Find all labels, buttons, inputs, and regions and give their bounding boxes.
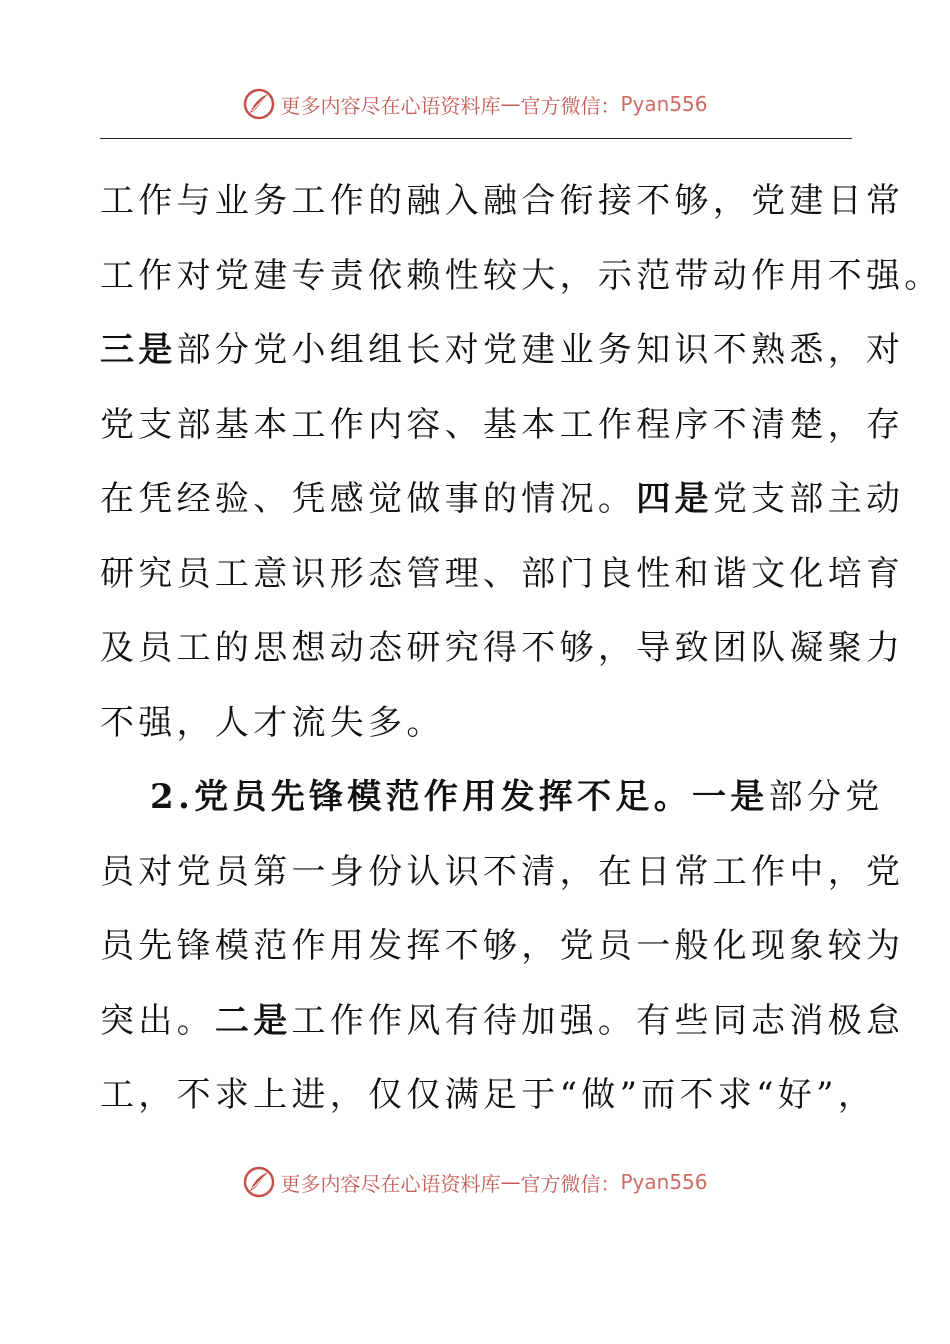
text-segment: 部分党: [768, 777, 884, 817]
watermark-text: 更多内容尽在心语资料库: [280, 93, 501, 118]
text-line: [100, 617, 905, 692]
text-segment: 及员工的思想动态研究得不够，导致团队凝聚力: [100, 628, 905, 668]
header-divider: [100, 138, 852, 139]
text-line: [100, 319, 905, 394]
watermark-dash: —: [500, 92, 521, 116]
watermark-wechat-id: Pyan556: [620, 1170, 708, 1194]
text-segment: 部分党小组组长对党建业务知识不熟悉，对: [176, 330, 905, 370]
text-segment: 研究员工意识形态管理、部门良性和谐文化培育: [100, 553, 905, 594]
header-watermark: [0, 84, 950, 124]
text-line: [100, 692, 852, 767]
text-segment: 突出。: [100, 1000, 215, 1041]
text-line: [100, 766, 884, 841]
bold-text-segment: 三是: [100, 330, 177, 370]
text-segment: 党支部基本工作内容、基本工作程序不清楚，存: [100, 404, 905, 445]
document-body: [100, 170, 943, 1139]
bold-text-segment: 四是: [636, 479, 713, 519]
text-line: [100, 841, 905, 916]
bold-text-segment: 2.党员先锋模范作用发挥不足。一是: [150, 777, 769, 817]
text-line: [100, 170, 905, 245]
watermark-wechat-id: Pyan556: [620, 92, 708, 116]
text-line: [100, 990, 905, 1065]
watermark-text: 更多内容尽在心语资料库: [280, 1171, 501, 1196]
text-segment: 工作与业务工作的融入融合衔接不够，党建日常: [100, 181, 905, 221]
watermark-wechat-label: 官方微信：: [520, 93, 621, 118]
text-line: [100, 468, 905, 543]
text-segment: 工作作风有待加强。有些同志消极怠: [291, 1000, 905, 1041]
feather-logo-icon: [242, 1165, 276, 1199]
text-segment: 党支部主动: [712, 479, 905, 519]
text-segment: 不强，人才流失多。: [100, 702, 445, 743]
watermark-dash: —: [500, 1170, 521, 1194]
watermark-wechat-label: 官方微信：: [520, 1171, 621, 1196]
text-segment: 工，不求上进，仅仅满足于“做”而不求“好”，: [100, 1075, 877, 1115]
text-line: [100, 245, 943, 320]
text-segment: 员先锋模范作用发挥不够，党员一般化现象较为: [100, 926, 905, 966]
footer-watermark: [0, 1162, 950, 1202]
bold-text-segment: 二是: [214, 1000, 292, 1041]
text-line: [100, 915, 905, 990]
text-line: [100, 394, 905, 469]
text-line: [100, 1064, 877, 1139]
text-segment: 工作对党建专责依赖性较大，示范带动作用不强。: [100, 255, 943, 296]
text-line: [100, 543, 905, 618]
text-segment: 在凭经验、凭感觉做事的情况。: [100, 479, 637, 519]
text-segment: 员对党员第一身份认识不清，在日常工作中，党: [100, 851, 905, 892]
feather-logo-icon: [242, 87, 276, 121]
